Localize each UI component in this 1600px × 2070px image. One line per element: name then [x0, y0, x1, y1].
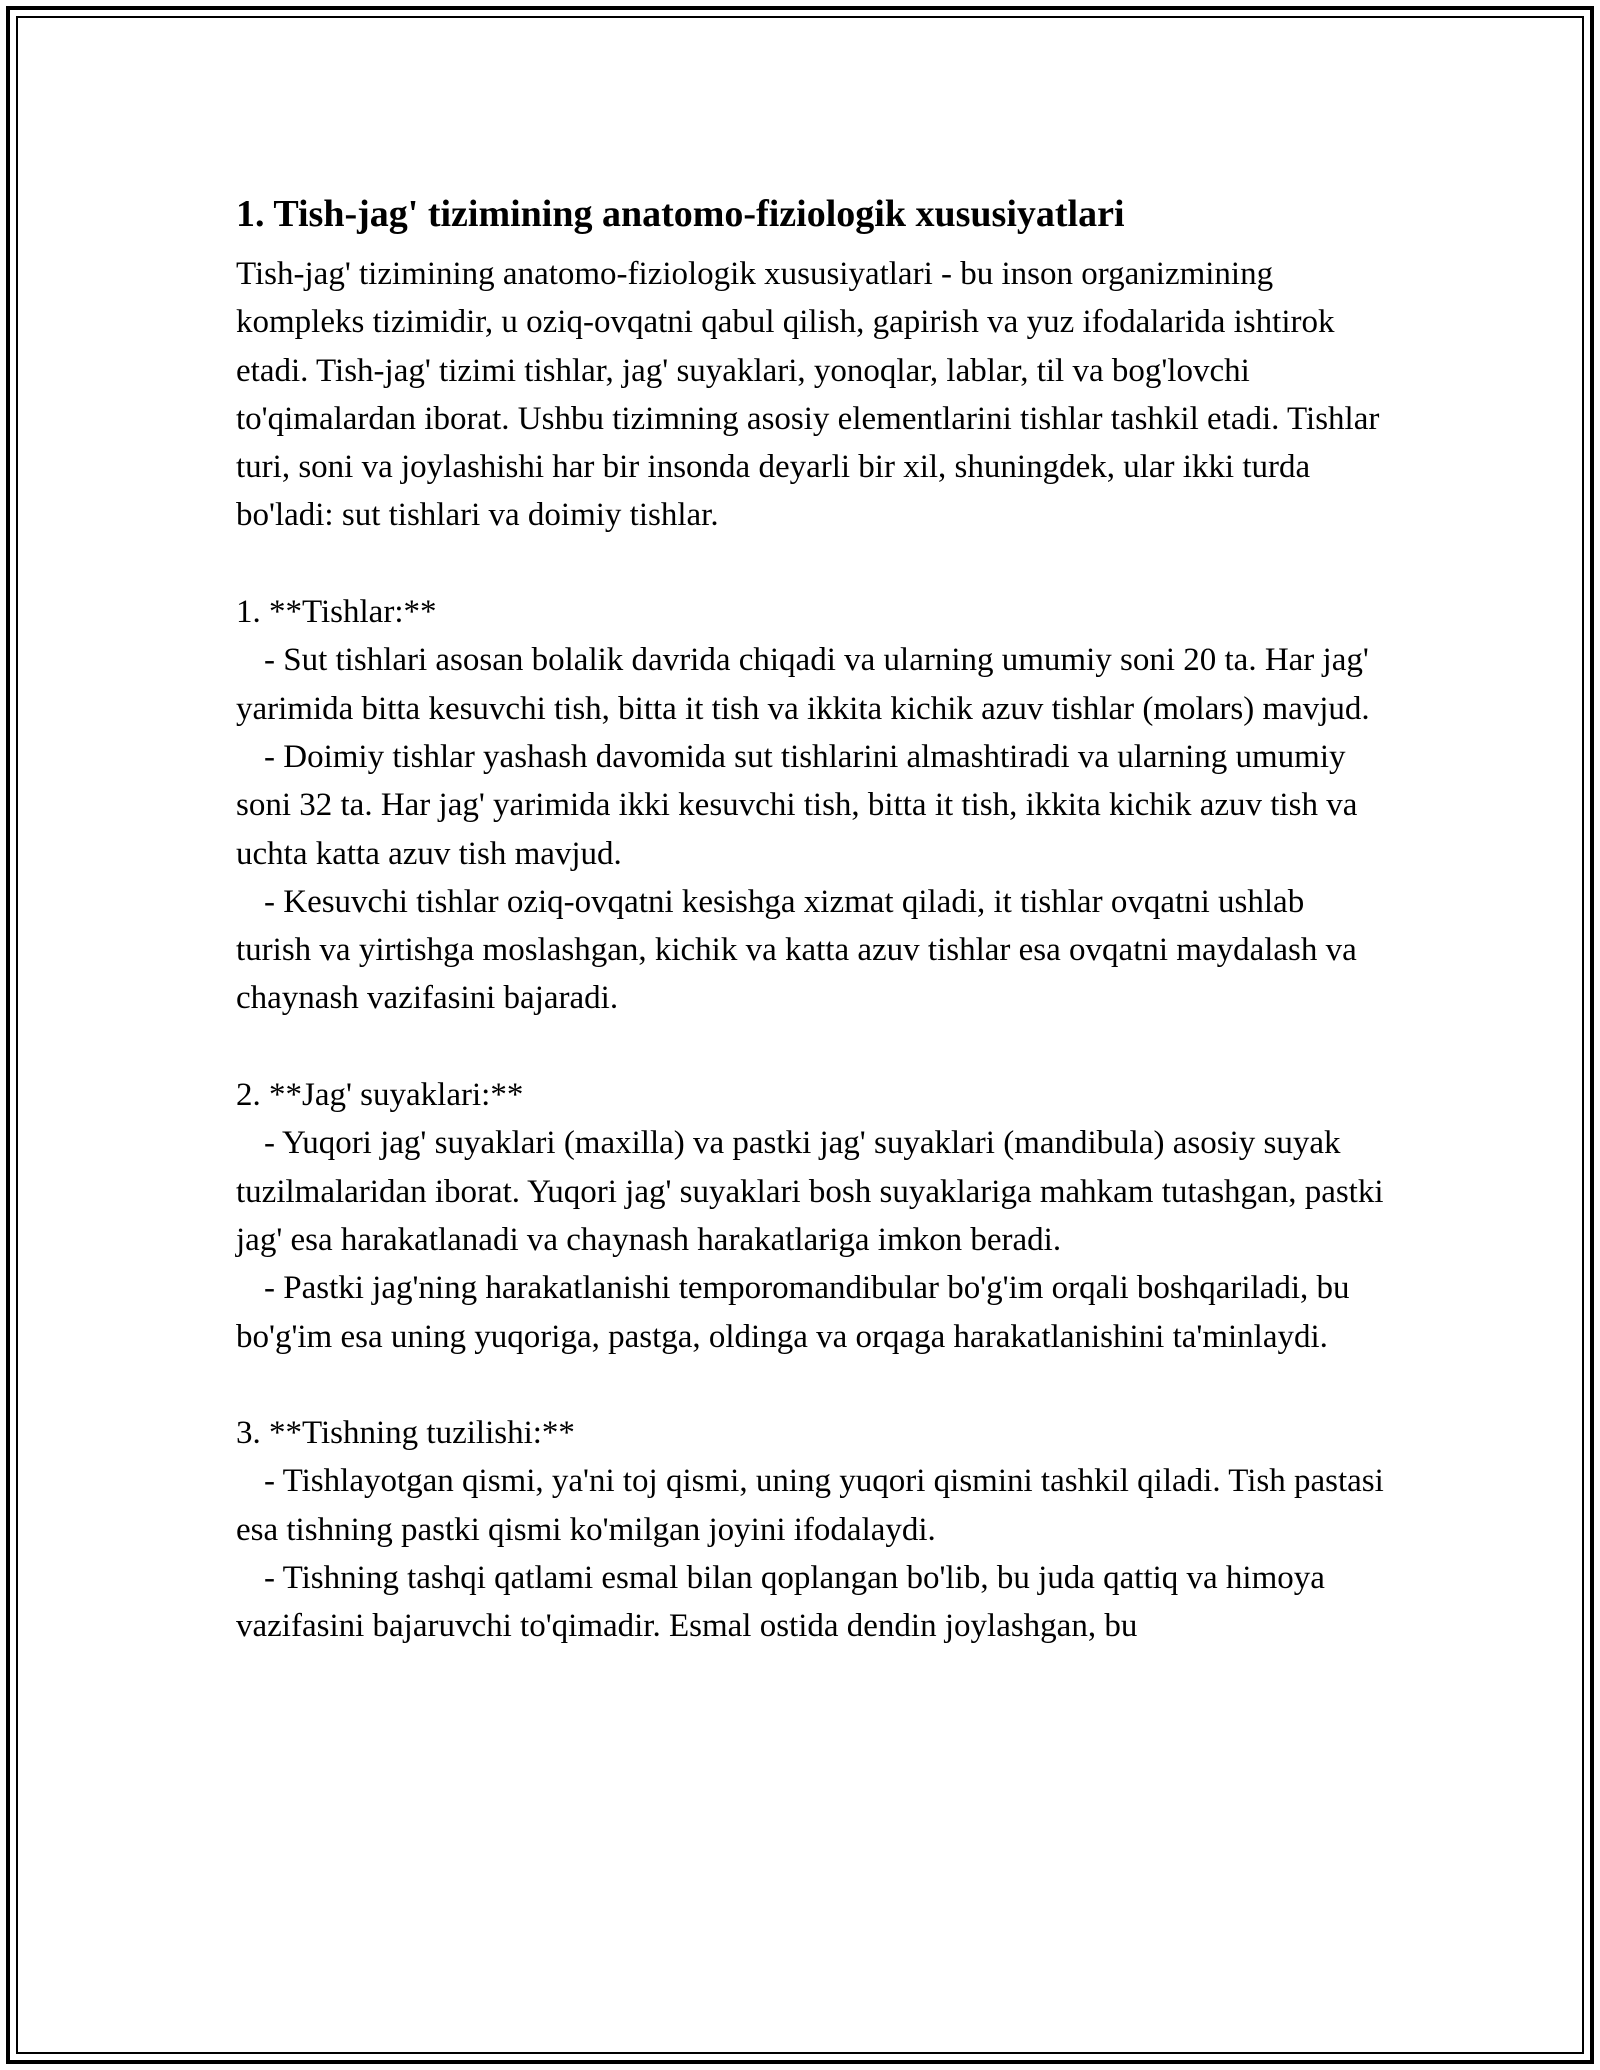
document-heading: 1. Tish-jag' tizimining anatomo-fiziologik xususiyatlari: [236, 193, 1125, 235]
section-tishlar: [236, 588, 1386, 1023]
section-item: - Doimiy tishlar yashash davomida sut tishlarini almashtiradi va ularning umumiy soni 32 ta. Har jag' yarimida ikki kesuvchi tish, bitta it tish, ikkita kichik azuv tish va uchta katta azuv tish mavjud.: [236, 738, 1358, 872]
intro-paragraph: Tish-jag' tizimining anatomo-fiziologik xususiyatlari - bu inson organizmining kompleks tizimidir, u oziq-ovqatni qabul qilish, gapirish va yuz ifodalarida ishtirok etadi. Tish-jag' tizimi tishlar, jag' suyaklari, yonoqlar, lablar, til va bog'lovchi to'qimalardan iborat. Ushbu tizimning asosiy elementlarini tishlar tashkil etadi. Tishlar turi, soni va joylashishi har bir insonda deyarli bir xil, shuningdek, ular ikki turda bo'ladi: sut tishlari va doimiy tishlar.: [236, 256, 1380, 534]
section-item: - Kesuvchi tishlar oziq-ovqatni kesishga xizmat qiladi, it tishlar ovqatni ushlab turish va yirtishga moslashgan, kichik va katta azuv tishlar esa ovqatni maydalash va chaynash vazifasini bajaradi.: [236, 883, 1357, 1017]
section-item: - Pastki jag'ning harakatlanishi temporomandibular bo'g'im orqali boshqariladi, bu bo'g'im esa uning yuqoriga, pastga, oldinga va orqaga harakatlanishini ta'minlaydi.: [236, 1270, 1350, 1355]
section-title: 3. **Tishning tuzilishi:**: [236, 1415, 575, 1452]
section-title: 2. **Jag' suyaklari:**: [236, 1077, 524, 1114]
section-tishning-tuzilishi: [236, 1409, 1386, 1650]
section-title: 1. **Tishlar:**: [236, 594, 437, 631]
document-body: [236, 188, 1386, 1651]
section-jag-suyaklari: [236, 1071, 1386, 1361]
section-item: - Tishning tashqi qatlami esmal bilan qoplangan bo'lib, bu juda qattiq va himoya vazifasini bajaruvchi to'qimadir. Esmal ostida dendin joylashgan, bu: [236, 1560, 1325, 1645]
section-item: - Tishlayotgan qismi, ya'ni toj qismi, uning yuqori qismini tashkil qiladi. Tish pastasi esa tishning pastki qismi ko'milgan joyini ifodalaydi.: [236, 1463, 1384, 1548]
section-item: - Sut tishlari asosan bolalik davrida chiqadi va ularning umumiy soni 20 ta. Har jag' yarimida bitta kesuvchi tish, bitta it tish va ikkita kichik azuv tishlar (molars) mavjud.: [236, 642, 1370, 727]
section-item: - Yuqori jag' suyaklari (maxilla) va pastki jag' suyaklari (mandibula) asosiy suyak tuzilmalaridan iborat. Yuqori jag' suyaklari bosh suyaklariga mahkam tutashgan, pastki jag' esa harakatlanadi va chaynash harakatlariga imkon beradi.: [236, 1125, 1384, 1258]
